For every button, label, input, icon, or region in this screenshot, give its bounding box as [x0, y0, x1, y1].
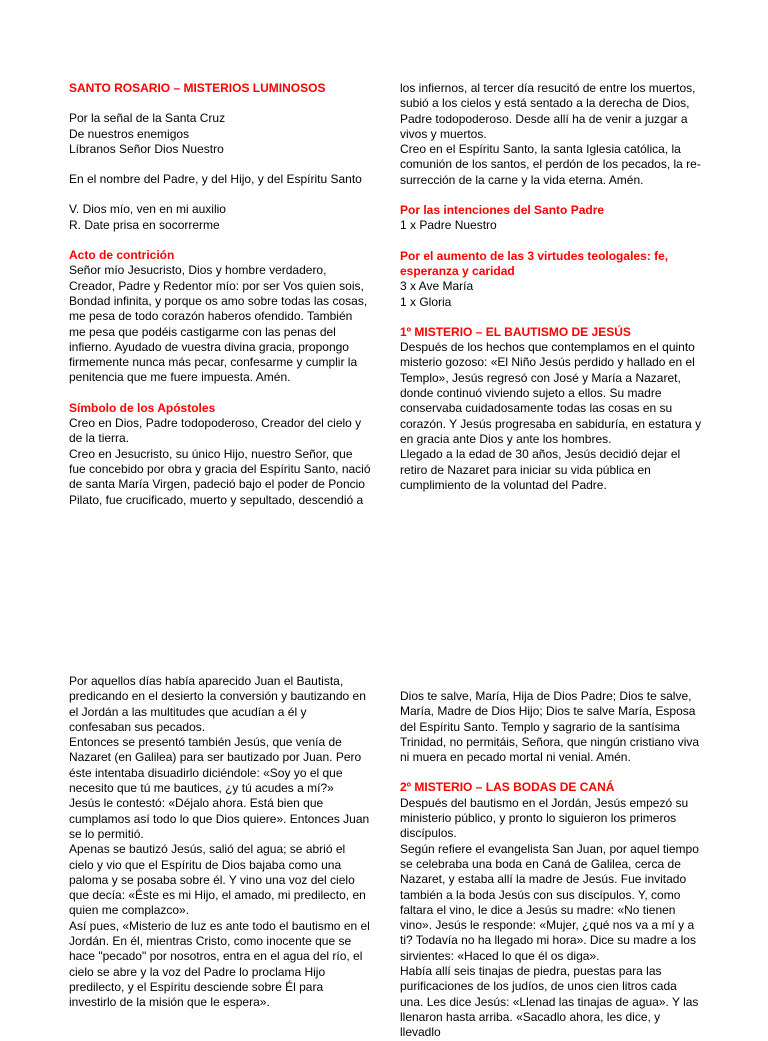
- mystery-2-paragraph: Según refiere el evangelista San Juan, por aquel tiempo se celebraba una boda en Caná de Galilea, cerca de Nazaret, y estaba allí la madre de Jesús. Fue invitado también a la boda Jesús con sus discípulos. Y, como faltara el vino, le dice a Jesús su madre: «No tienen vino». Jesús le responde: «Mujer, ¿qué nos va a mí y a ti? Todavía no ha llegado mi hora». Dice su madre a los sirvientes: «Haced lo que él os diga».: [400, 841, 699, 963]
- mystery-2-paragraph: Después del bautismo en el Jordán, Jesús empezó su ministerio público, y pronto lo siguieron los primeros discípulos.: [400, 795, 689, 841]
- mystery-2-heading: 2º MISTERIO – LAS BODAS DE CANÁ: [400, 780, 615, 795]
- baptism-paragraph: Entonces se presentó también Jesús, que venía de Nazaret (en Galilea) para ser bautizado por Juan. Pero éste intentaba disuadirlo diciéndole: «Soy yo el que necesito que tú me bautices, ¿y tú acudes a mí?»: [69, 735, 362, 796]
- sign-cross-line: Líbranos Señor Dios Nuestro: [69, 141, 224, 156]
- contrition-heading: Acto de contrición: [69, 248, 175, 263]
- pope-intentions-heading: Por las intenciones del Santo Padre: [400, 203, 605, 218]
- mystery-2-paragraph: Había allí seis tinajas de piedra, puestas para las purificaciones de los judíos, de unos cien litros cada una. Les dice Jesús: «Llenad las tinajas de agua». Y las llenaron hasta arriba. «Sacadlo ahora, les dice, y llevadlo: [400, 964, 699, 1040]
- page2-right-column: [400, 689, 702, 1041]
- virtues-heading: Por el aumento de las 3 virtudes teologales: fe, esperanza y caridad: [400, 248, 669, 278]
- sign-cross-line: Por la señal de la Santa Cruz: [69, 111, 226, 126]
- creed-continuation: Creo en el Espíritu Santo, la santa Iglesia católica, la comunión de los santos, el perdón de los pecados, la re-surrección de la carne y la vida eterna. Amén.: [400, 142, 701, 187]
- page1-right-column: [400, 81, 702, 493]
- hail-mary-prayer: Dios te salve, María, Hija de Dios Padre; Dios te salve, María, Madre de Dios Hijo; Dios te salve María, Esposa del Espíritu Santo. Templo y sagrario de la santísima Trinidad, no permitáis, Señora, que ningún cristiano viva ni muera en pecado mortal ni venial. Amén.: [400, 689, 700, 765]
- baptism-paragraph: Por aquellos días había aparecido Juan el Bautista, predicando en el desierto la conversión y bautizando en el Jordán a las multitudes que acudían a él y confesaban sus pecados.: [69, 674, 366, 734]
- creed-continuation: los infiernos, al tercer día resucitó de entre los muertos, subió a los cielos y está sentado a la derecha de Dios, Padre todopoderoso. Desde allí ha de venir a juzgar a vivos y muertos.: [400, 81, 696, 141]
- virtues-line: 1 x Gloria: [400, 294, 452, 309]
- baptism-paragraph: Así pues, «Misterio de luz es ante todo el bautismo en el Jordán. En él, mientras Cristo, como inocente que se hace "pecado" por nosotros, entra en el agua del río, el cielo se abre y la voz del Padre lo proclama Hijo predilecto, y el Espíritu desciende sobre Él para investirlo de la misión que le espera».: [69, 918, 370, 1010]
- creed-paragraph: Creo en Jesucristo, su único Hijo, nuestro Señor, que fue concebido por obra y gracia del Espíritu Santo, nació de santa María Virgen, padeció bajo el poder de Poncio Pilato, fue crucificado, muerto y sepultado, descendió a: [69, 446, 371, 507]
- mystery-1-paragraph: Llegado a la edad de 30 años, Jesús decidió dejar el retiro de Nazaret para iniciar su vida pública en cumplimiento de la voluntad del Padre.: [400, 447, 681, 492]
- document-title: SANTO ROSARIO – MISTERIOS LUMINOSOS: [69, 81, 326, 95]
- baptism-paragraph: Apenas se bautizó Jesús, salió del agua; se abrió el cielo y vio que el Espíritu de Dios bajaba como una paloma y se posaba sobre él. Y vino una voz del cielo que decía: «Éste es mi Hijo, el amado, mi predilecto, en quien me complazco».: [69, 842, 366, 918]
- mystery-1-heading: 1º MISTERIO – EL BAUTISMO DE JESÚS: [400, 324, 631, 339]
- mystery-1-paragraph: Después de los hechos que contemplamos en el quinto misterio gozoso: «El Niño Jesús perdido y hallado en el Templo», Jesús regresó con José y María a Nazaret, donde continuó viviendo sujeto a ellos. Su madre conservaba cuidadosamente todas las cosas en su corazón. Y Jesús progresaba en sabiduría, en estatura y en gracia ante Dios y ante los hombres.: [400, 340, 702, 446]
- pope-intentions-line: 1 x Padre Nuestro: [400, 218, 497, 233]
- contrition-text: Señor mío Jesucristo, Dios y hombre verdadero, Creador, Padre y Redentor mío: por ser Vos quien sois, Bondad infinita, y porque os amo sobre todas las cosas, me pesa de todo corazón haberos ofendido. También me pesa que podéis castigarme con las penas del infierno. Ayudado de vuestra divina gracia, propongo firmemente nunca más pecar, confesarme y cumplir la penitencia que me fuere impuesta. Amén.: [69, 263, 368, 385]
- virtues-line: 3 x Ave María: [400, 279, 474, 294]
- versicle-line: V. Dios mío, ven en mi auxilio: [69, 202, 226, 217]
- creed-paragraph: Creo en Dios, Padre todopoderoso, Creador del cielo y de la tierra.: [69, 416, 362, 446]
- page2-left-column: [69, 674, 371, 1011]
- response-line: R. Date prisa en socorrerme: [69, 217, 220, 232]
- page1-left-column: [69, 81, 371, 508]
- baptism-paragraph: Jesús le contestó: «Déjalo ahora. Está bien que cumplamos así todo lo que Dios quiere». Entonces Juan se lo permitió.: [69, 796, 370, 841]
- in-name-line: En el nombre del Padre, y del Hijo, y del Espíritu Santo: [69, 172, 362, 187]
- creed-heading: Símbolo de los Apóstoles: [69, 400, 216, 415]
- sign-cross-line: De nuestros enemigos: [69, 126, 190, 141]
